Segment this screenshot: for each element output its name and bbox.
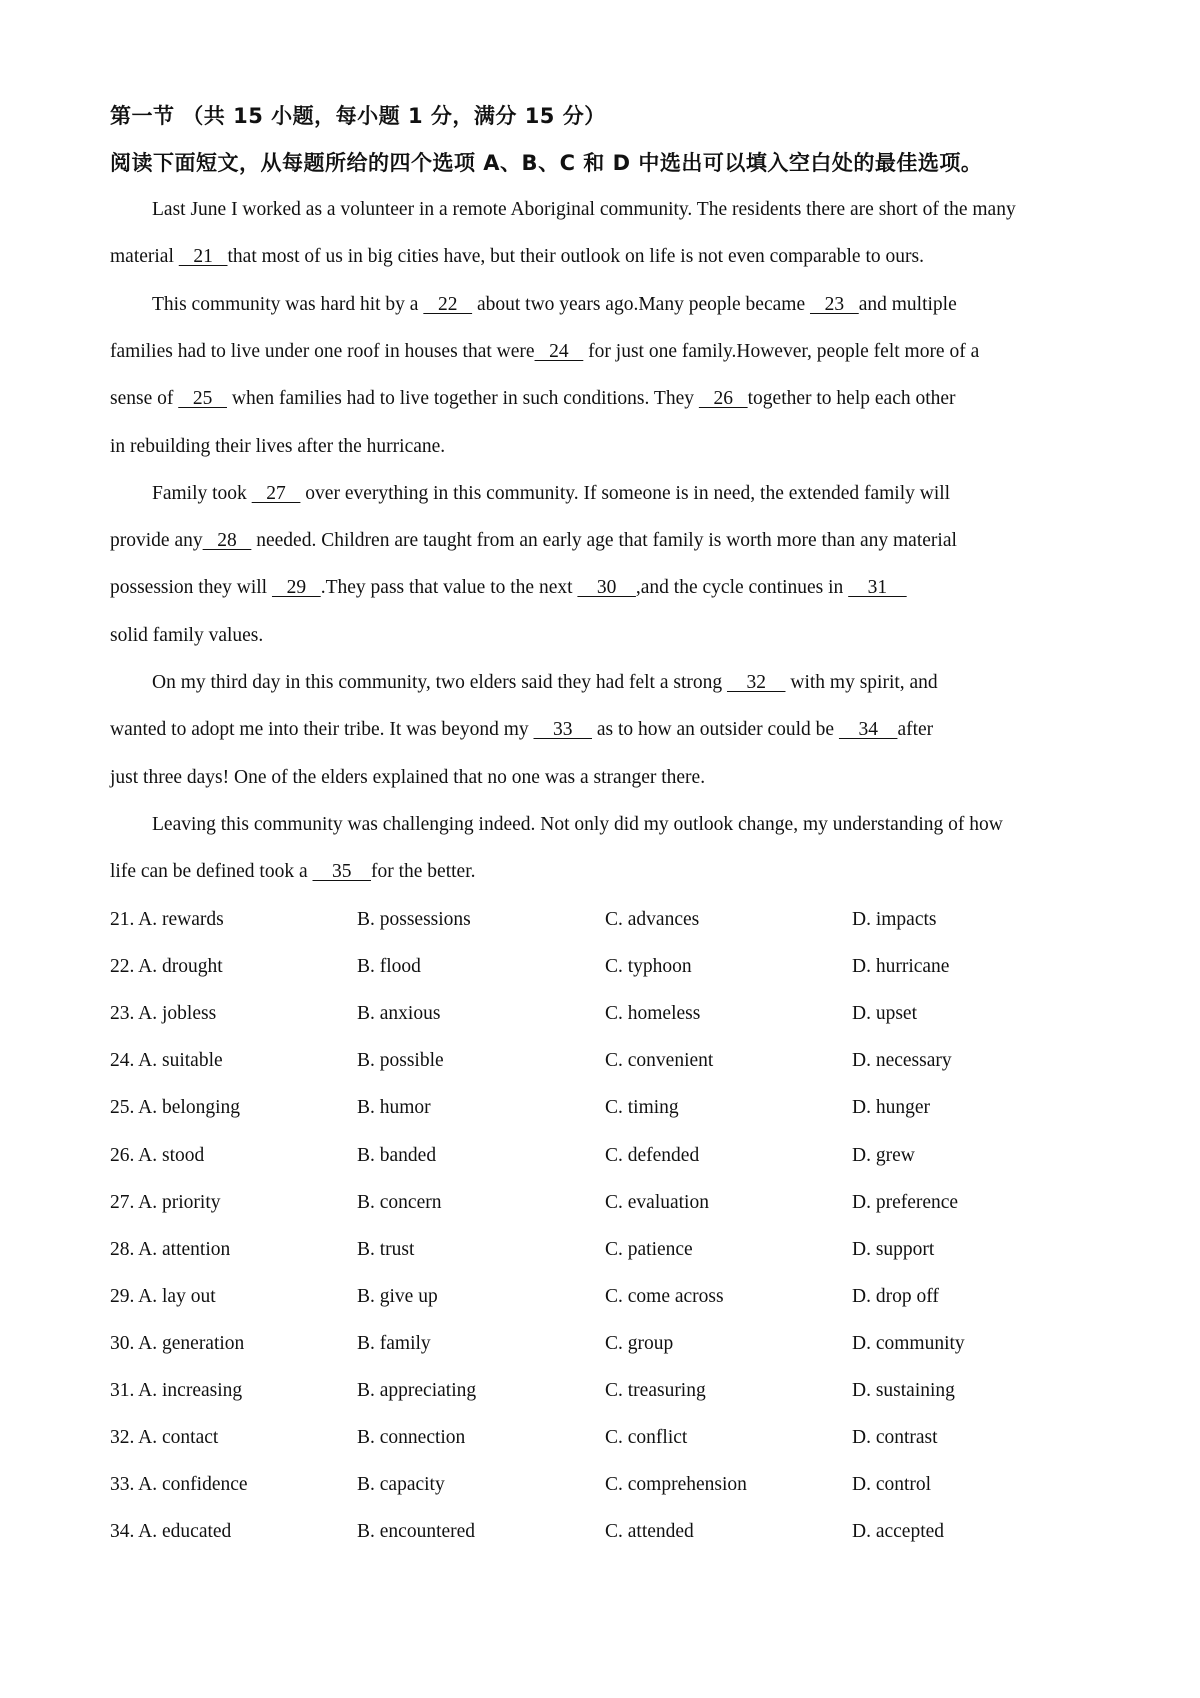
blank-28: 28 (202, 530, 252, 552)
blank-26: 26 (698, 388, 748, 410)
option-b: B. trust (357, 1238, 415, 1260)
option-a: 32. A. contact (110, 1427, 219, 1449)
option-b: B. concern (357, 1191, 442, 1213)
blank-24: 24 (534, 340, 584, 362)
passage-text: when families had to live together in such conditions. They (226, 388, 699, 410)
passage-text: provide any (110, 530, 203, 552)
option-d: D. preference (852, 1191, 959, 1213)
blank-22: 22 (423, 293, 473, 315)
passage-line (110, 718, 933, 742)
passage-text: for just one family.However, people felt more of a (583, 340, 980, 362)
option-b: B. possessions (357, 909, 471, 930)
option-d: D. upset (852, 1003, 917, 1025)
option-a: 25. A. belonging (110, 1097, 240, 1119)
passage-text: Family took (152, 482, 252, 504)
passage-text: needed. Children are taught from an early age that family is worth more than any material (251, 530, 957, 552)
passage-text: for the better. (371, 861, 476, 883)
option-c: C. typhoon (605, 956, 692, 978)
option-a: 26. A. stood (110, 1144, 205, 1166)
blank-35: 35 (312, 861, 371, 883)
option-c: C. group (605, 1332, 674, 1354)
option-c: C. come across (605, 1285, 724, 1307)
passage-line (152, 293, 957, 317)
option-b: B. flood (357, 956, 421, 978)
option-d: D. control (852, 1474, 932, 1496)
option-a: 24. A. suitable (110, 1050, 223, 1072)
option-b: B. humor (357, 1097, 431, 1119)
blank-34: 34 (838, 719, 898, 741)
option-a: 23. A. jobless (110, 1003, 217, 1025)
option-b: B. encountered (357, 1521, 476, 1543)
option-d: D. hurricane (852, 956, 950, 978)
blank-33: 33 (533, 719, 592, 741)
option-d: D. community (852, 1332, 965, 1354)
passage-text: Last June I worked as a volunteer in a remote Aboriginal community. The residents there are short of the many (152, 199, 1016, 220)
option-d: D. hunger (852, 1097, 930, 1119)
blank-27: 27 (251, 482, 301, 504)
passage-text: sense of (110, 388, 179, 410)
passage-text: in rebuilding their lives after the hurricane. (110, 435, 446, 457)
option-a: 34. A. educated (110, 1521, 232, 1543)
passage-text: ,and the cycle continues in (635, 577, 849, 599)
option-b: B. give up (357, 1285, 438, 1307)
passage-text: On my third day in this community, two elders said they had felt a strong (152, 672, 727, 693)
passage-line (110, 576, 907, 600)
passage-text: together to help each other (747, 388, 956, 410)
option-c: C. homeless (605, 1003, 701, 1025)
option-d: D. grew (852, 1144, 915, 1166)
option-b: B. banded (357, 1144, 437, 1166)
option-b: B. appreciating (357, 1380, 477, 1401)
option-b: B. capacity (357, 1474, 445, 1496)
passage-text: This community was hard hit by a (152, 293, 424, 315)
passage-text: solid family values. (110, 624, 264, 646)
passage-line (152, 482, 950, 506)
option-c: C. conflict (605, 1427, 688, 1449)
option-a: 21. A. rewards (110, 909, 224, 930)
passage-text: as to how an outsider could be (592, 719, 839, 741)
option-b: B. anxious (357, 1003, 441, 1025)
option-c: C. evaluation (605, 1191, 709, 1213)
option-c: C. comprehension (605, 1474, 747, 1496)
blank-23: 23 (809, 293, 859, 315)
option-a: 27. A. priority (110, 1191, 221, 1213)
option-a: 30. A. generation (110, 1332, 245, 1354)
option-c: C. convenient (605, 1050, 714, 1072)
passage-line (110, 387, 956, 411)
option-b: B. connection (357, 1427, 466, 1449)
option-b: B. family (357, 1332, 431, 1354)
passage-text: after (897, 719, 934, 741)
option-c: C. treasuring (605, 1380, 706, 1401)
passage-text: over everything in this community. If someone is in need, the extended family will (300, 482, 951, 504)
passage-text: about two years ago.Many people became (472, 293, 810, 315)
option-c: C. patience (605, 1238, 693, 1260)
passage-line (152, 671, 938, 695)
passage-text: life can be defined took a (110, 861, 313, 883)
option-c: C. defended (605, 1144, 700, 1166)
option-d: D. sustaining (852, 1380, 955, 1401)
passage-line (110, 245, 924, 269)
passage-line (110, 860, 476, 884)
option-d: D. drop off (852, 1285, 939, 1307)
option-c: C. timing (605, 1097, 679, 1119)
passage-text: with my spirit, and (785, 672, 938, 693)
passage-text: possession they will (110, 577, 272, 599)
blank-32: 32 (726, 672, 786, 693)
passage-line (152, 198, 1016, 222)
option-c: C. advances (605, 909, 700, 930)
option-a: 33. A. confidence (110, 1474, 248, 1496)
option-d: D. accepted (852, 1521, 945, 1543)
option-c: C. attended (605, 1521, 694, 1543)
option-d: D. necessary (852, 1050, 952, 1072)
option-d: D. support (852, 1238, 935, 1260)
option-a: 28. A. attention (110, 1238, 231, 1260)
section-instruction: 阅读下面短文，从每题所给的四个选项 A、B、C 和 D 中选出可以填入空白处的最佳选项。 (110, 151, 983, 175)
passage-line (110, 529, 957, 553)
option-a: 29. A. lay out (110, 1285, 216, 1307)
passage-line (152, 813, 1003, 837)
option-d: D. impacts (852, 909, 937, 930)
passage-text: .They pass that value to the next (320, 577, 578, 599)
passage-text: just three days! One of the elders explained that no one was a stranger there. (110, 766, 706, 788)
passage-text: families had to live under one roof in houses that were (110, 340, 535, 362)
option-d: D. contrast (852, 1427, 938, 1449)
passage-text: wanted to adopt me into their tribe. It was beyond my (110, 719, 534, 741)
passage-line (110, 766, 705, 790)
blank-21: 21 (178, 246, 228, 268)
option-a: 31. A. increasing (110, 1380, 243, 1401)
passage-text: Leaving this community was challenging indeed. Not only did my outlook change, my understanding of how (152, 813, 1003, 835)
passage-text: and multiple (858, 293, 957, 315)
passage-text: material (110, 246, 179, 268)
passage-line (110, 435, 445, 459)
blank-30: 30 (577, 577, 636, 599)
section-title: 第一节 （共 15 小题，每小题 1 分，满分 15 分） (110, 104, 606, 128)
blank-31: 31 (848, 577, 907, 599)
option-a: 22. A. drought (110, 956, 223, 978)
passage-text: that most of us in big cities have, but their outlook on life is not even comparable to ours. (227, 246, 924, 268)
option-b: B. possible (357, 1050, 444, 1072)
blank-25: 25 (178, 388, 227, 410)
blank-29: 29 (271, 577, 321, 599)
passage-line (110, 624, 263, 648)
passage-line (110, 340, 979, 364)
